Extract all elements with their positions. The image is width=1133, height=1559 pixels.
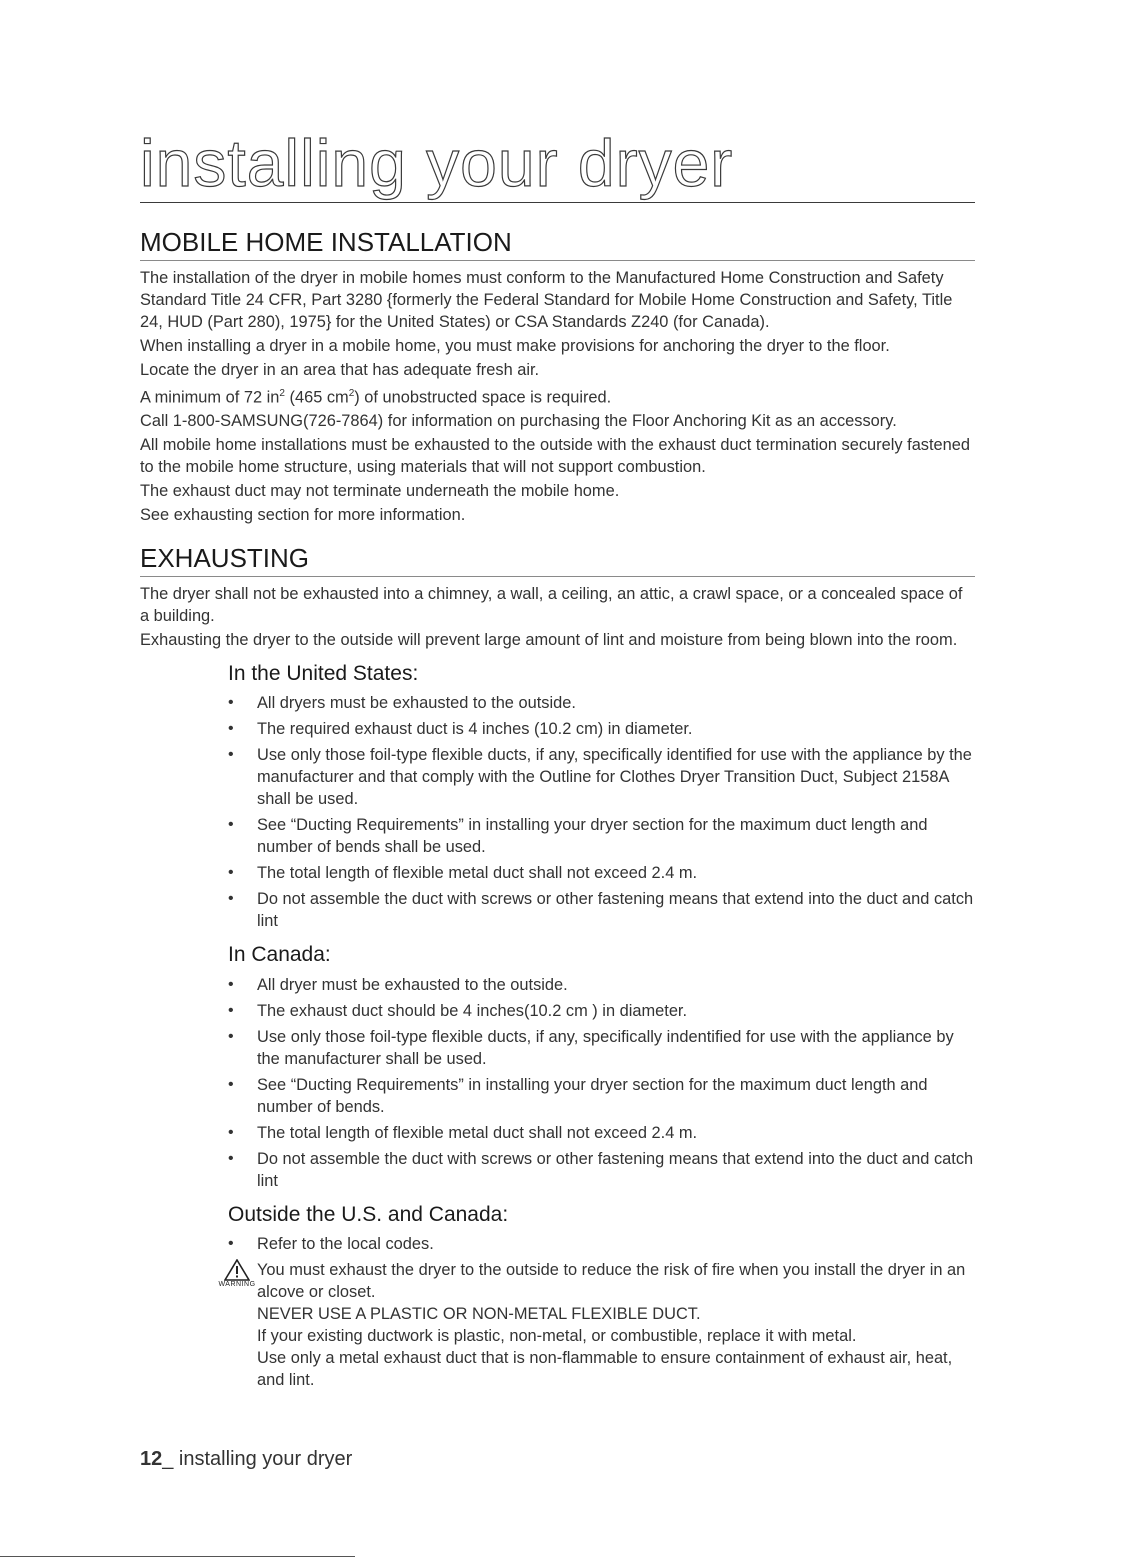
list-item [228,888,975,932]
paragraph: See exhausting section for more information. [140,506,466,525]
list-item [228,1074,975,1118]
outside-bullet-list [228,1233,975,1255]
list-item [228,814,975,858]
list-item-text: Do not assemble the duct with screws or other fastening means that extend into the duct and catch lint [257,1149,974,1190]
warning-label: WARNING [218,1280,256,1288]
list-item [228,1233,975,1255]
list-item [228,862,975,884]
list-item-text: The required exhaust duct is 4 inches (10.2 cm) in diameter. [257,720,693,739]
list-item-text: The total length of flexible metal duct shall not exceed 2.4 m. [257,1123,698,1142]
list-item [228,718,975,740]
superscript: 2 [279,387,285,399]
list-item-text: See “Ducting Requirements” in installing your dryer section for the maximum duct length and number of bends shall be used. [257,816,928,857]
paragraph: When installing a dryer in a mobile home, you must make provisions for anchoring the dryer to the floor. [140,336,890,355]
subheading-outside-us-canada: Outside the U.S. and Canada: [228,1202,509,1226]
list-item-text: Refer to the local codes. [257,1234,434,1253]
mobile-home-section [140,228,975,526]
bullet-icon: • [228,720,234,738]
list-item-text: See “Ducting Requirements” in installing your dryer section for the maximum duct length and number of bends. [257,1075,928,1116]
bullet-icon: • [228,1001,234,1019]
bullet-icon: • [228,816,234,834]
list-item [228,1122,975,1144]
warning-block [218,1259,975,1391]
warning-text: Use only a metal exhaust duct that is non-flammable to ensure containment of exhaust air, heat, and lint. [257,1348,953,1389]
warning-triangle-graphic [224,1259,250,1281]
list-item-text: Use only those foil-type flexible ducts, if any, specifically indentified for use with the appliance by the manufacturer shall be used. [257,1027,954,1068]
superscript: 2 [348,387,355,399]
bullet-icon: • [228,746,234,764]
paragraph: The exhaust duct may not terminate underneath the mobile home. [140,482,620,501]
page-footer [140,1448,352,1471]
warning-text: If your existing ductwork is plastic, non-metal, or combustible, replace it with metal. [257,1326,857,1345]
list-item [228,1026,975,1070]
bullet-icon: • [228,1027,234,1045]
footer-text: installing your dryer [173,1448,353,1470]
warning-text: You must exhaust the dryer to the outside to reduce the risk of fire when you install the dryer in an alcove or closet. [257,1260,966,1301]
bullet-icon: • [228,1123,234,1141]
list-item-text: Do not assemble the duct with screws or other fastening means that extend into the duct and catch lint [257,890,974,931]
page-number: 12 [140,1448,163,1470]
list-item [228,974,975,996]
text-run: A minimum of 72 in [140,388,280,407]
bullet-icon: • [228,1149,234,1167]
section-heading-exhausting: EXHAUSTING [140,544,975,577]
list-item-text: All dryer must be exhausted to the outside. [257,975,568,994]
paragraph-min-space [140,383,975,408]
list-item [228,1148,975,1192]
bullet-icon: • [228,864,234,882]
paragraph: Call 1-800-SAMSUNG(726-7864) for information on purchasing the Floor Anchoring Kit as an accessory. [140,412,897,431]
list-item-text: All dryers must be exhausted to the outside. [257,694,576,713]
list-item-text: The total length of flexible metal duct shall not exceed 2.4 m. [257,864,698,883]
warning-triangle-icon [212,1259,262,1289]
paragraph: Locate the dryer in an area that has adequate fresh air. [140,360,540,379]
subheading-canada: In Canada: [228,943,331,967]
bullet-icon: • [228,694,234,712]
paragraph: The installation of the dryer in mobile homes must conform to the Manufactured Home Construction and Safety Standard Title 24 CFR, Part 3280 {formerly the Federal Standard for Mobile Home Construction and Safety, Title 24, HUD (Part 280), 1975} for the United States) or CSA Standards Z240 (for Canada). [140,268,953,331]
bullet-icon: • [228,890,234,908]
section-heading-mobile-home: MOBILE HOME INSTALLATION [140,228,975,261]
list-item [228,692,975,714]
text-run: ) of unobstructed space is required. [354,388,612,407]
page-title: installing your dryer [140,130,975,203]
paragraph: Exhausting the dryer to the outside will prevent large amount of lint and moisture from being blown into the room. [140,631,958,650]
list-item-text: Use only those foil-type flexible ducts, if any, specifically identified for use with the appliance by the manufacturer and that comply with the Outline for Clothes Dryer Transition Duct, Subject 2158A shall be used. [257,746,972,809]
page-content [140,228,975,1391]
bullet-icon: • [228,1075,234,1093]
us-bullet-list [228,692,975,932]
subheading-united-states: In the United States: [228,662,419,686]
paragraph: All mobile home installations must be exhausted to the outside with the exhaust duct termination securely fastened to the mobile home structure, using materials that will not support combustion. [140,436,971,477]
list-item-text: The exhaust duct should be 4 inches(10.2 cm ) in diameter. [257,1001,688,1020]
list-item [228,1000,975,1022]
bullet-icon: • [228,975,234,993]
paragraph: The dryer shall not be exhausted into a chimney, a wall, a ceiling, an attic, a crawl space, or a concealed space of a building. [140,585,963,626]
list-item [228,744,975,810]
bullet-icon: • [228,1234,234,1252]
text-run: (465 cm [284,388,349,407]
bottom-divider [0,1556,355,1557]
warning-text: NEVER USE A PLASTIC OR NON-METAL FLEXIBLE DUCT. [257,1304,701,1323]
footer-separator: _ [162,1448,174,1470]
canada-bullet-list [228,974,975,1192]
exhausting-section [140,544,975,1390]
exhausting-subsections [218,661,975,1391]
